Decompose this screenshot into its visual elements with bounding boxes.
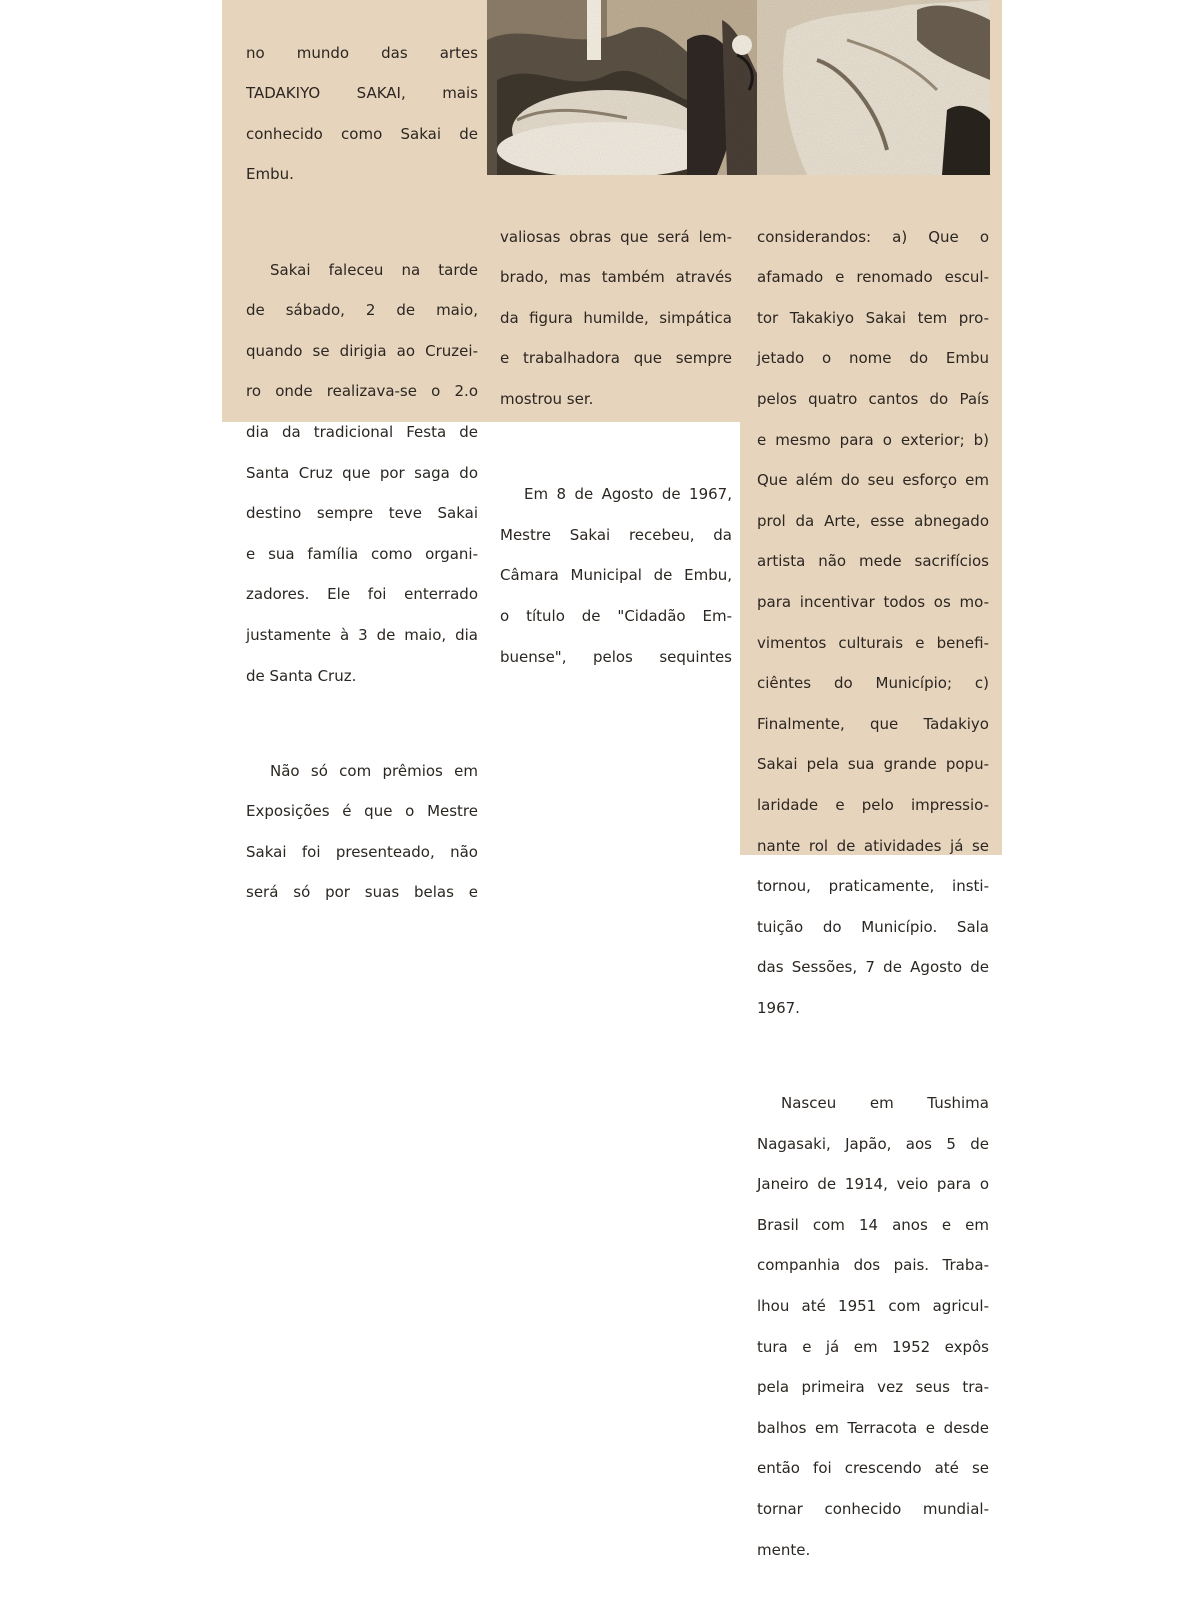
text-line: TADAKIYO SAKAI, mais (246, 84, 478, 103)
text-line: vimentos culturais e benefi- (757, 633, 989, 652)
text-line: Sakai foi presenteado, não (246, 842, 478, 861)
text-line: destino sempre teve Sakai (246, 504, 478, 523)
text-line: de sábado, 2 de maio, (246, 301, 478, 320)
paragraph (246, 239, 478, 706)
text-line: no mundo das artes (246, 43, 478, 62)
text-line: valiosas obras que será lem- (500, 227, 732, 246)
text-line: nante rol de atividades já se (757, 836, 989, 855)
article-column-2 (500, 186, 732, 721)
text-line: Em 8 de Agosto de 1967, (524, 485, 732, 504)
text-line: zadores. Ele foi enterrado (246, 585, 478, 604)
paragraph (500, 464, 732, 687)
text-line: prol da Arte, esse abnegado (757, 511, 989, 530)
text-line: laridade e pelo impressio- (757, 795, 989, 814)
text-line: Janeiro de 1914, veio para o (757, 1175, 989, 1194)
text-line: e sua família como organi- (246, 544, 478, 563)
text-line: pela primeira vez seus tra- (757, 1378, 989, 1397)
text-line: mente. (757, 1540, 811, 1559)
article-photo (487, 0, 990, 175)
text-line: Embu. (246, 165, 294, 184)
text-line: o título de "Cidadão Em- (500, 606, 732, 625)
text-line: Sakai pela sua grande popu- (757, 755, 989, 774)
text-line: mostrou ser. (500, 389, 594, 408)
text-line: das Sessões, 7 de Agosto de (757, 958, 989, 977)
paragraph (500, 206, 732, 429)
text-line: dia da tradicional Festa de (246, 422, 478, 441)
text-line: tura e já em 1952 expôs (757, 1337, 989, 1356)
text-line: justamente à 3 de maio, dia (246, 625, 478, 644)
text-line: tornou, praticamente, insti- (757, 877, 989, 896)
paragraph (246, 740, 478, 923)
text-line: buense", pelos sequintes (500, 647, 732, 666)
text-line: Nagasaki, Japão, aos 5 de (757, 1134, 989, 1153)
text-line: 1967. (757, 998, 800, 1017)
text-line: e mesmo para o exterior; b) (757, 430, 989, 449)
article-column-3 (757, 186, 989, 1614)
text-line: ciêntes do Município; c) (757, 674, 989, 693)
text-line: da figura humilde, simpática (500, 308, 732, 327)
text-line: Sakai faleceu na tarde (270, 260, 478, 279)
text-line: ro onde realizava-se o 2.o (246, 382, 478, 401)
text-line: para incentivar todos os mo- (757, 592, 989, 611)
paragraph (246, 22, 478, 205)
text-line: Câmara Municipal de Embu, (500, 566, 732, 585)
text-line: Finalmente, que Tadakiyo (757, 714, 989, 733)
text-line: brado, mas também através (500, 268, 732, 287)
text-line: pelos quatro cantos do País (757, 389, 989, 408)
text-line: Nasceu em Tushima (781, 1094, 989, 1113)
text-line: afamado e renomado escul- (757, 268, 989, 287)
text-line: conhecido como Sakai de (246, 124, 478, 143)
text-line: Mestre Sakai recebeu, da (500, 525, 732, 544)
text-line: tor Takakiyo Sakai tem pro- (757, 308, 989, 327)
article-column-1 (246, 2, 478, 957)
text-line: quando se dirigia ao Cruzei- (246, 341, 478, 360)
text-line: tornar conhecido mundial- (757, 1500, 989, 1518)
text-line: Exposições é que o Mestre (246, 802, 478, 821)
text-line: e trabalhadora que sempre (500, 349, 732, 368)
text-line: então foi crescendo até se (757, 1459, 989, 1478)
text-line: considerandos: a) Que o (757, 227, 989, 246)
text-line: Não só com prêmios em (270, 761, 478, 780)
text-line: Brasil com 14 anos e em (757, 1215, 989, 1234)
text-line: lhou até 1951 com agricul- (757, 1297, 989, 1316)
photo-sculptor-with-plants (487, 0, 990, 175)
text-line: tuição do Município. Sala (757, 917, 989, 936)
text-line: jetado o nome do Embu (757, 349, 989, 368)
text-line: Santa Cruz que por saga do (246, 463, 478, 482)
text-line: companhia dos pais. Traba- (757, 1256, 989, 1275)
paragraph (757, 1073, 989, 1580)
text-line: será só por suas belas e (246, 883, 478, 902)
text-line: balhos em Terracota e desde (757, 1418, 989, 1437)
text-line: Que além do seu esforço em (757, 471, 989, 490)
paragraph (757, 206, 989, 1038)
text-line: de Santa Cruz. (246, 666, 357, 685)
text-line: artista não mede sacrifícios (757, 552, 989, 571)
